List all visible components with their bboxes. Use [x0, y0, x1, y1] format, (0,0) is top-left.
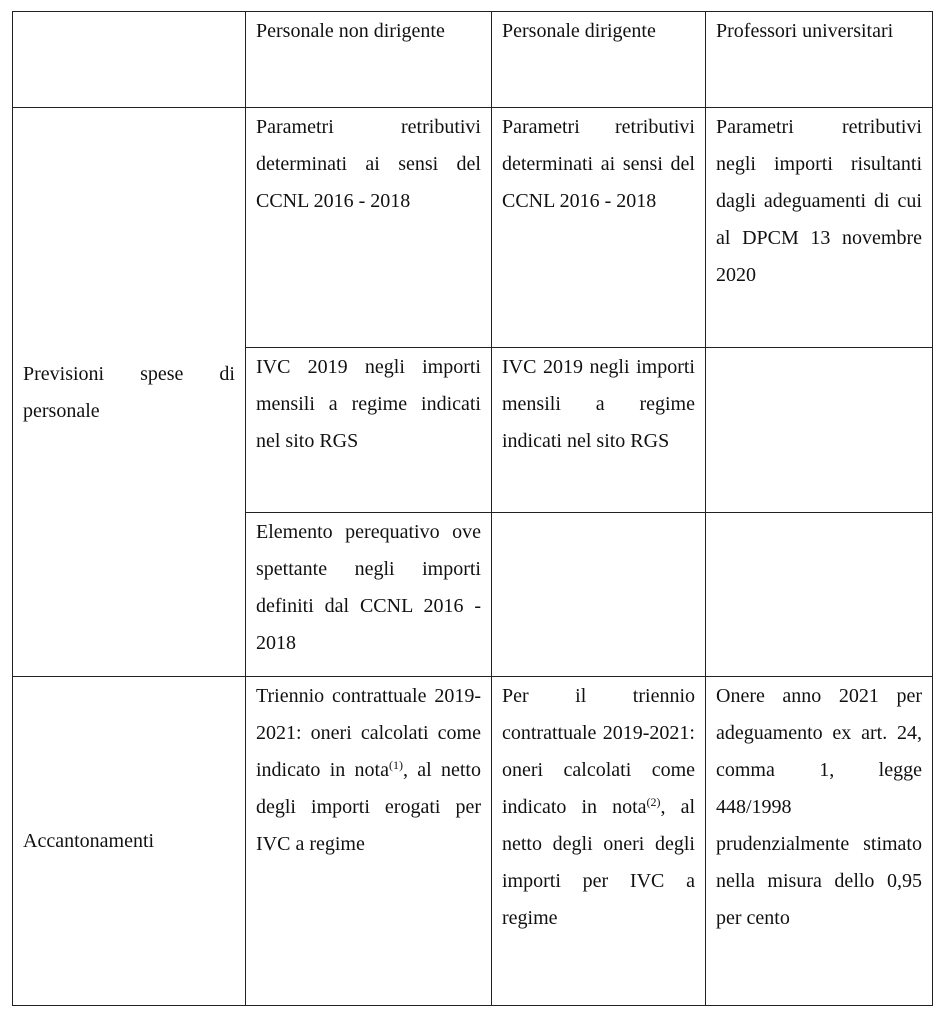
header-row — [13, 12, 933, 108]
cell-text: Per il triennio contrattuale 2019-2021: oneri calcolati come indicato in nota — [502, 685, 695, 818]
table-row — [13, 108, 933, 348]
allowances-table — [12, 11, 933, 1006]
cell-text: , al netto degli oneri degli importi per IVC a regime — [502, 796, 695, 929]
row-label-previsioni-spese: Previsioni spese di personale — [13, 108, 246, 677]
header-professori-universitari: Professori universitari — [706, 12, 933, 108]
cell-text: Triennio contrattuale 2019-2021: oneri calcolati come indicato in nota — [256, 685, 481, 781]
header-personale-non-dirigente: Personale non dirigente — [246, 12, 492, 108]
cell-parametri-professori: Parametri retributivi negli importi risultanti dagli adeguamenti di cui al DPCM 13 novembre 2020 — [706, 108, 933, 348]
cell-elemento-perequativo-professori — [706, 513, 933, 677]
cell-ivc-professori — [706, 348, 933, 513]
cell-triennio-non-dirigente — [246, 677, 492, 1006]
cell-ivc-non-dirigente: IVC 2019 negli importi mensili a regime indicati nel sito RGS — [246, 348, 492, 513]
footnote-ref: (2) — [646, 795, 661, 809]
cell-onere-professori: Onere anno 2021 per adeguamento ex art. 24, comma 1, legge 448/1998 prudenzialmente stimato nella misura dello 0,95 per cento — [706, 677, 933, 1006]
cell-parametri-dirigente: Parametri retributivi determinati ai sensi del CCNL 2016 - 2018 — [492, 108, 706, 348]
cell-text: , al netto degli importi erogati per IVC a regime — [256, 759, 481, 855]
cell-triennio-dirigente — [492, 677, 706, 1006]
cell-elemento-perequativo-non-dirigente: Elemento perequativo ove spettante negli importi definiti dal CCNL 2016 - 2018 — [246, 513, 492, 677]
cell-ivc-dirigente: IVC 2019 negli importi mensili a regime indicati nel sito RGS — [492, 348, 706, 513]
row-label-accantonamenti: Accantonamenti — [13, 677, 246, 1006]
footnote-ref: (1) — [388, 758, 403, 772]
cell-elemento-perequativo-dirigente — [492, 513, 706, 677]
header-personale-dirigente: Personale dirigente — [492, 12, 706, 108]
header-empty-cell — [13, 12, 246, 108]
cell-parametri-non-dirigente: Parametri retributivi determinati ai sensi del CCNL 2016 - 2018 — [246, 108, 492, 348]
table-row — [13, 677, 933, 1006]
